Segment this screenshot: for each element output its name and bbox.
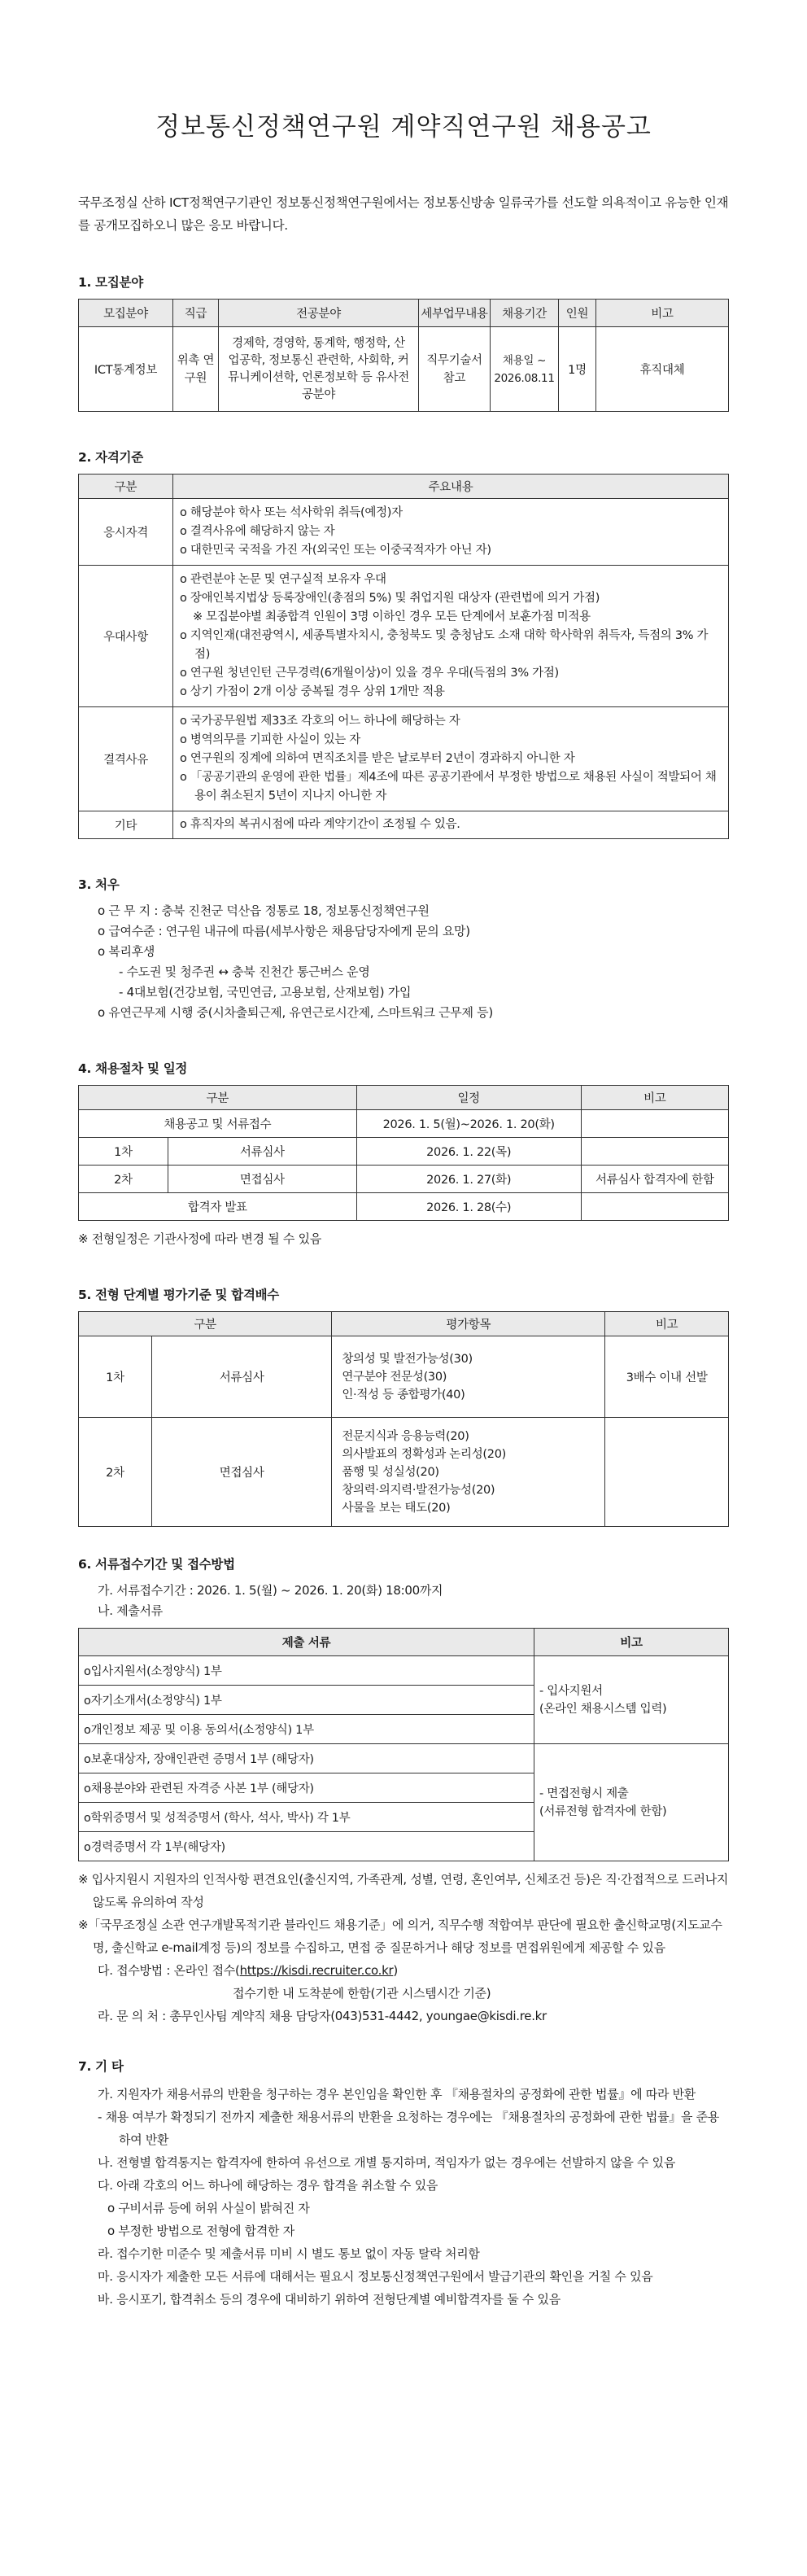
col-header: 주요내용 — [173, 475, 729, 499]
benefit-item: ο 유연근무제 시행 중(시차출퇴근제, 유연근로시간제, 스마트워크 근무제 등) — [98, 1005, 493, 1020]
etc-item: 나. 전형별 합격통지는 합격자에 한하여 유선으로 개별 통지하며, 적임자가 없는 경우에는 선발하지 않을 수 있음 — [98, 2155, 676, 2170]
cell-task: 직무기술서 참고 — [419, 327, 491, 412]
list-item: ο 연구원의 징계에 의하여 면직조치를 받은 날로부터 2년이 경과하지 아니한 자 — [180, 752, 575, 765]
document-item: ο채용분야와 관련된 자격증 사본 1부 (해당자) — [79, 1773, 534, 1803]
row-label: 응시자격 — [79, 499, 173, 566]
etc-item: 라. 접수기한 미준수 및 제출서류 미비 시 별도 통보 없이 자동 탈락 처리함 — [98, 2246, 480, 2261]
list-item: ο 장애인복지법상 등록장애인(총점의 5%) 및 취업지원 대상자 (관련법에 의거 가점) — [180, 592, 600, 605]
list-item: ο 상기 가점이 2개 이상 중복될 경우 상위 1개만 적용 — [180, 685, 445, 698]
col-header: 비고 — [534, 1629, 729, 1656]
list-item: ο 결격사유에 해당하지 않는 자 — [180, 525, 335, 538]
col-header: 제출 서류 — [79, 1629, 534, 1656]
documents-remark: - 입사지원서 (온라인 채용시스템 입력) — [534, 1656, 729, 1744]
cell-count: 1명 — [559, 327, 596, 412]
section-etc — [78, 2057, 729, 2311]
section-title: 2. 자격기준 — [78, 450, 143, 465]
schedule-stage: 채용공고 및 서류접수 — [79, 1110, 357, 1138]
list-note: ※ 모집분야별 최종합격 인원이 3명 이하인 경우 모든 단계에서 보훈가점 미적용 — [193, 610, 591, 623]
document-item: ο보훈대상자, 장애인관련 증명서 1부 (해당자) — [79, 1744, 534, 1773]
recruit-site-link[interactable]: https://kisdi.recruiter.co.kr — [239, 1963, 394, 1978]
section-title: 5. 전형 단계별 평가기준 및 합격배수 — [78, 1288, 279, 1302]
benefit-sub-item: - 수도권 및 청주권 ↔ 충북 진천간 통근버스 운영 — [119, 964, 370, 979]
qualification-table — [78, 474, 729, 839]
section-schedule — [78, 1059, 729, 1249]
period-end: 2026.08.11 — [494, 371, 555, 385]
section-title: 1. 모집분야 — [78, 275, 143, 290]
list-item: ο 병역의무를 기피한 사실이 있는 자 — [180, 733, 361, 746]
application-period: 가. 서류접수기간 : 2026. 1. 5(월) ~ 2026. 1. 20(화) 18:00까지 — [98, 1583, 443, 1598]
documents-table — [78, 1628, 729, 1861]
col-header: 채용기간 — [491, 300, 559, 327]
eval-stage: 2차 — [79, 1418, 152, 1527]
document-item: ο자기소개서(소정양식) 1부 — [79, 1686, 534, 1715]
etc-item: 바. 응시포기, 합격취소 등의 경우에 대비하기 위하여 전형단계별 예비합격자를 둘 수 있음 — [98, 2292, 561, 2307]
etc-sub-item: ο 부정한 방법으로 전형에 합격한 자 — [107, 2224, 294, 2238]
section-recruit-field — [78, 273, 729, 412]
row-label: 결격사유 — [79, 707, 173, 811]
col-header: 모집분야 — [79, 300, 173, 327]
etc-item: 마. 응시자가 제출한 모든 서류에 대해서는 필요시 정보통신정책연구원에서 발급기관의 확인을 거칠 수 있음 — [98, 2269, 653, 2284]
schedule-step: 서류심사 — [168, 1138, 357, 1166]
list-item: ο 「공공기관의 운영에 관한 법률」제4조에 따른 공공기관에서 부정한 방법으로 채용된 사실이 적발되어 채용이 취소된지 5년이 지나지 아니한 자 — [180, 771, 717, 803]
row-content — [173, 566, 729, 707]
col-header: 구분 — [79, 1086, 357, 1110]
eval-item: 연구분야 전문성(30) — [342, 1370, 447, 1384]
documents-remark: - 면접전형시 제출 (서류전형 합격자에 한함) — [534, 1744, 729, 1861]
method-deadline-note: 접수기한 내 도착분에 한함(기관 시스템시간 기준) — [233, 1986, 491, 2001]
document-item: ο학위증명서 및 성적증명서 (학사, 석사, 박사) 각 1부 — [79, 1803, 534, 1832]
application-note: ※ 입사지원시 지원자의 인적사항 편견요인(출신지역, 가족관계, 성별, 연령, 혼인여부, 신체조건 등)은 직·간접적으로 드러나지 않도록 유의하여 작성 — [78, 1872, 729, 1909]
eval-item: 전문지식과 응용능력(20) — [342, 1429, 469, 1443]
eval-remark — [605, 1418, 729, 1527]
application-method — [78, 1959, 729, 1982]
list-item: ο 관련분야 논문 및 연구실적 보유자 우대 — [180, 573, 386, 586]
schedule-step: 면접심사 — [168, 1166, 357, 1193]
etc-sub-item: ο 구비서류 등에 허위 사실이 밝혀진 자 — [107, 2201, 310, 2215]
cell-major: 경제학, 경영학, 통계학, 행정학, 산업공학, 정보통신 관련학, 사회학, 커뮤니케이션학, 언론정보학 등 유사전공분야 — [219, 327, 419, 412]
eval-name: 서류심사 — [152, 1336, 332, 1418]
col-header: 구분 — [79, 475, 173, 499]
eval-items — [332, 1336, 605, 1418]
col-header: 평가항목 — [332, 1312, 605, 1336]
method-label: 다. 접수방법 : 온라인 접수( — [98, 1963, 240, 1978]
schedule-note: ※ 전형일정은 기관사정에 따라 변경 될 수 있음 — [78, 1231, 321, 1246]
schedule-stage: 합격자 발표 — [79, 1193, 357, 1221]
cell-remark: 휴직대체 — [596, 327, 729, 412]
benefit-item: ο 근 무 지 : 충북 진천군 덕산읍 정통로 18, 정보통신정책연구원 — [98, 903, 430, 918]
row-content — [173, 811, 729, 839]
section-evaluation — [78, 1285, 729, 1527]
eval-item: 인·적성 등 종합평가(40) — [342, 1388, 465, 1402]
intro-paragraph: 국무조정실 산하 ICT정책연구기관인 정보통신정책연구원에서는 정보통신방송 일류국가를 선도할 의욕적이고 유능한 인재를 공개모집하오니 많은 응모 바랍니다. — [78, 195, 729, 233]
section-title: 7. 기 타 — [78, 2059, 124, 2074]
application-note: ※「국무조정실 소관 연구개발목적기관 블라인드 채용기준」에 의거, 직무수행 적합여부 판단에 필요한 출신학교명(지도교수명, 출신학교 e-mail계정 등)의 정보를 수집하고, 면접 중 질문하거나 해당 정보를 면접위원에게 제공할 수 있음 — [78, 1918, 722, 1955]
col-header: 비고 — [605, 1312, 729, 1336]
schedule-stage: 1차 — [79, 1138, 168, 1166]
schedule-remark: 서류심사 합격자에 한함 — [581, 1166, 728, 1193]
list-item: ο 국가공무원법 제33조 각호의 어느 하나에 해당하는 자 — [180, 715, 460, 728]
etc-item: 다. 아래 각호의 어느 하나에 해당하는 경우 합격을 취소할 수 있음 — [98, 2178, 438, 2193]
eval-remark: 3배수 이내 선발 — [605, 1336, 729, 1418]
col-header: 세부업무내용 — [419, 300, 491, 327]
schedule-remark — [581, 1193, 728, 1221]
section-title: 6. 서류접수기간 및 접수방법 — [78, 1557, 235, 1572]
row-content — [173, 499, 729, 566]
col-header: 일정 — [356, 1086, 581, 1110]
col-header: 인원 — [559, 300, 596, 327]
schedule-remark — [581, 1110, 728, 1138]
eval-name: 면접심사 — [152, 1418, 332, 1527]
document-item: ο개인정보 제공 및 이용 동의서(소정양식) 1부 — [79, 1715, 534, 1744]
schedule-date: 2026. 1. 22(목) — [356, 1138, 581, 1166]
list-item: ο 휴직자의 복귀시점에 따라 계약기간이 조정될 수 있음. — [180, 818, 460, 831]
section-title: 3. 처우 — [78, 877, 120, 892]
recruit-field-table — [78, 299, 729, 412]
schedule-date: 2026. 1. 5(월)~2026. 1. 20(화) — [356, 1110, 581, 1138]
list-item: ο 대한민국 국적을 가진 자(외국인 또는 이중국적자가 아닌 자) — [180, 544, 491, 557]
eval-item: 창의력·의지력·발전가능성(20) — [342, 1483, 495, 1497]
eval-items — [332, 1418, 605, 1527]
schedule-date: 2026. 1. 27(화) — [356, 1166, 581, 1193]
section-benefits — [78, 875, 729, 1023]
cell-period — [491, 327, 559, 412]
schedule-table — [78, 1085, 729, 1221]
list-item: ο 해당분야 학사 또는 석사학위 취득(예정)자 — [180, 506, 403, 519]
benefit-item: ο 급여수준 : 연구원 내규에 따름(세부사항은 채용담당자에게 문의 요망) — [98, 924, 470, 938]
document-item: ο입사지원서(소정양식) 1부 — [79, 1656, 534, 1686]
cell-field: ICT통계정보 — [79, 327, 173, 412]
schedule-stage: 2차 — [79, 1166, 168, 1193]
col-header: 비고 — [581, 1086, 728, 1110]
evaluation-table — [78, 1311, 729, 1527]
method-end: ) — [393, 1963, 398, 1978]
eval-item: 품행 및 성실성(20) — [342, 1465, 439, 1479]
col-header: 구분 — [79, 1312, 332, 1336]
eval-stage: 1차 — [79, 1336, 152, 1418]
schedule-date: 2026. 1. 28(수) — [356, 1193, 581, 1221]
list-item: ο 지역인재(대전광역시, 세종특별자치시, 충청북도 및 충청남도 소재 대학 학사학위 취득자, 득점의 3% 가점) — [180, 629, 709, 661]
eval-item: 사물을 보는 태도(20) — [342, 1501, 451, 1515]
etc-item: 가. 지원자가 채용서류의 반환을 청구하는 경우 본인임을 확인한 후 『채용절차의 공정화에 관한 법률』에 따라 반환 — [98, 2087, 696, 2101]
documents-heading: 나. 제출서류 — [98, 1603, 163, 1618]
benefit-sub-item: - 4대보험(건강보험, 국민연금, 고용보험, 산재보험) 가입 — [119, 985, 412, 999]
cell-rank: 위촉 연구원 — [173, 327, 219, 412]
etc-item: - 채용 여부가 확정되기 전까지 제출한 채용서류의 반환을 요청하는 경우에는 『채용절차의 공정화에 관한 법률』을 준용하여 반환 — [98, 2110, 720, 2147]
eval-item: 의사발표의 정확성과 논리성(20) — [342, 1447, 506, 1461]
contact-info: 라. 문 의 처 : 총무인사팀 계약직 채용 담당자(043)531-4442, youngae@kisdi.re.kr — [98, 2009, 547, 2023]
document-item: ο경력증명서 각 1부(해당자) — [79, 1832, 534, 1861]
col-header: 비고 — [596, 300, 729, 327]
section-application — [78, 1555, 729, 2027]
row-label: 우대사항 — [79, 566, 173, 707]
col-header: 직급 — [173, 300, 219, 327]
row-label: 기타 — [79, 811, 173, 839]
page-title: 정보통신정책연구원 계약직연구원 채용공고 — [155, 112, 652, 142]
section-qualification — [78, 448, 729, 839]
row-content — [173, 707, 729, 811]
benefit-item: ο 복리후생 — [98, 944, 155, 959]
list-item: ο 연구원 청년인턴 근무경력(6개월이상)이 있을 경우 우대(득점의 3% 가점) — [180, 667, 559, 680]
eval-item: 창의성 및 발전가능성(30) — [342, 1352, 473, 1366]
period-start: 채용일 ~ — [502, 353, 547, 367]
section-title: 4. 채용절차 및 일정 — [78, 1061, 188, 1076]
schedule-remark — [581, 1138, 728, 1166]
col-header: 전공분야 — [219, 300, 419, 327]
